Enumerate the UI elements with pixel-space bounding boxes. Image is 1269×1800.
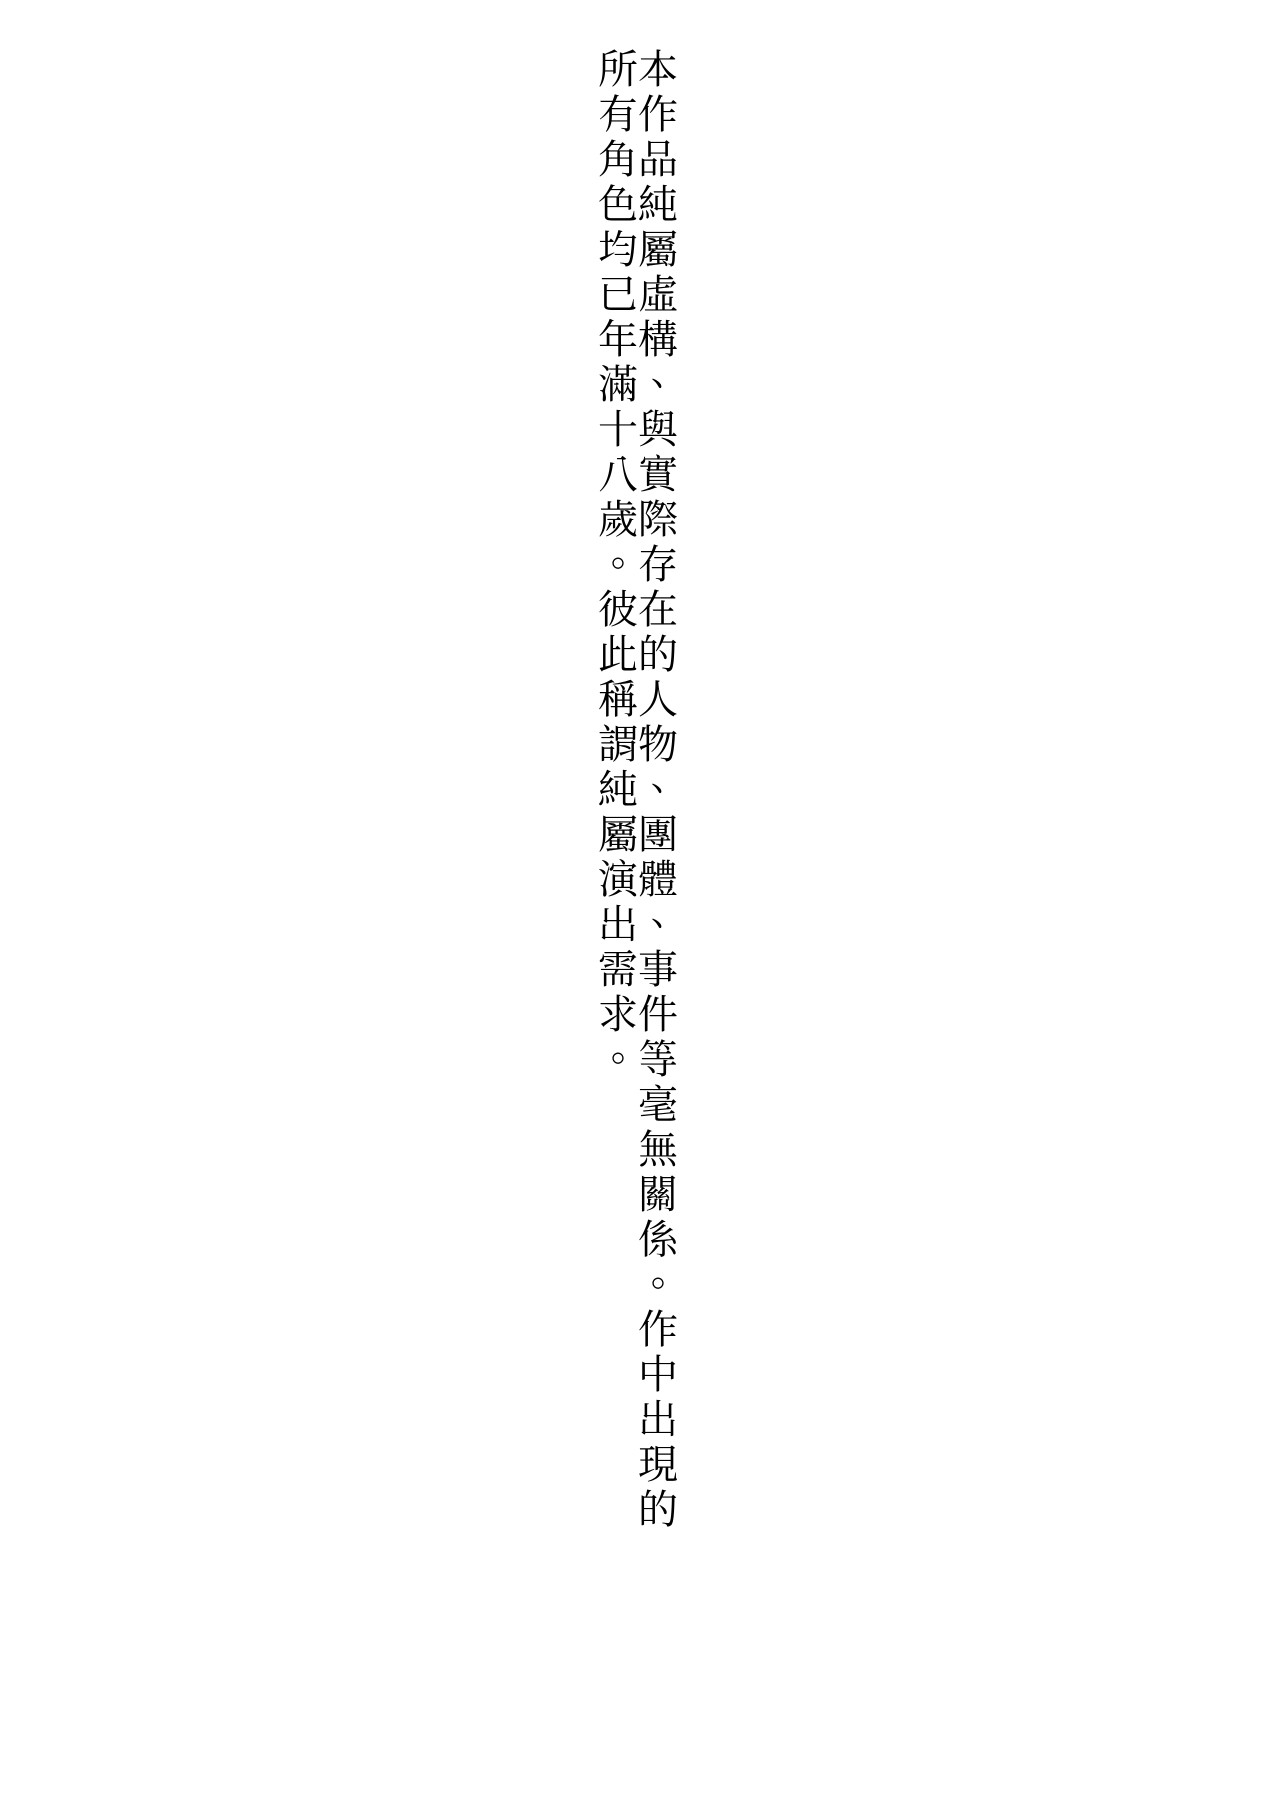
disclaimer-text: 本作品純屬虛構、與實際存在的人物、團體、事件等毫無關係。作中出現的所有角色均已年滿十八歲。彼此稱謂純屬演出需求。 [591, 48, 678, 1533]
